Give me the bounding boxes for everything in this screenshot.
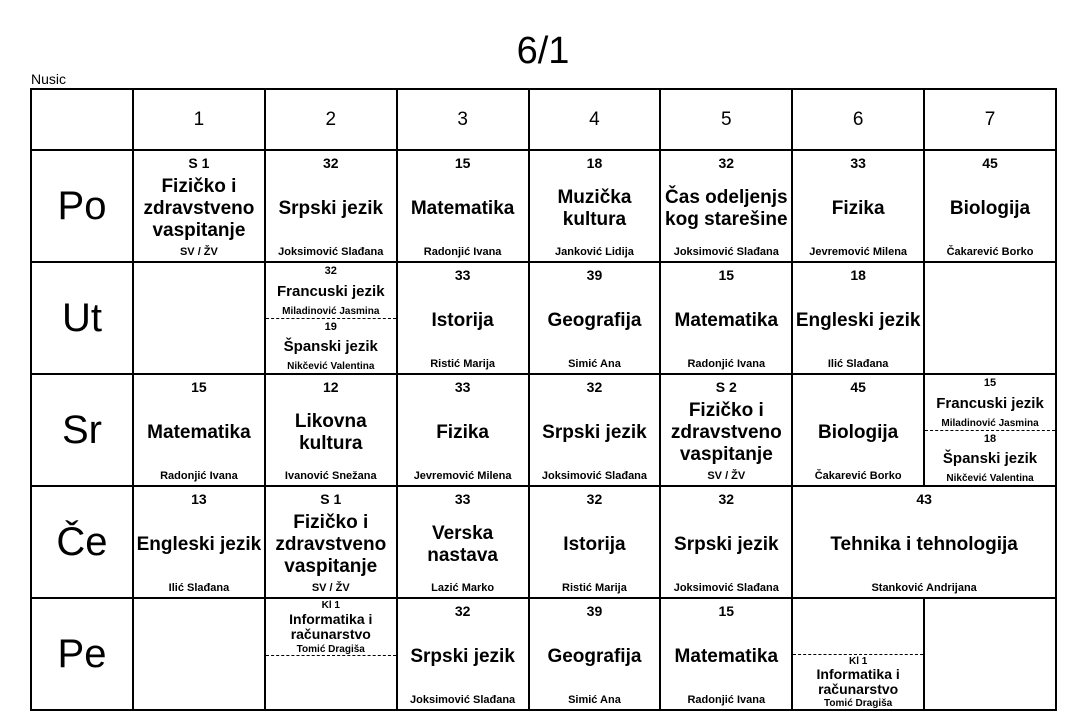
teacher: Joksimović Slađana <box>673 246 779 258</box>
room-number: 15 <box>454 155 471 171</box>
subject: Srpski jezik <box>542 421 647 443</box>
room-number: 18 <box>586 155 603 171</box>
teacher: Joksimović Slađana <box>673 582 779 594</box>
period-header: 3 <box>397 89 529 150</box>
lesson-cell <box>529 598 661 710</box>
day-label: Če <box>31 486 133 598</box>
subject: Čas odeljenjs kog starešine <box>665 186 788 230</box>
lesson-cell <box>529 150 661 262</box>
lesson-cell <box>792 150 924 262</box>
subject: Francuski jezik <box>936 394 1044 412</box>
day-label: Sr <box>31 374 133 486</box>
period-header: 7 <box>924 89 1056 150</box>
subject: Informatika i računarstvo <box>289 611 373 643</box>
day-row-tuesday <box>31 262 1056 374</box>
lesson-cell <box>397 150 529 262</box>
teacher: Joksimović Slađana <box>410 694 516 706</box>
subject: Likovna kultura <box>294 410 367 454</box>
subject: Muzička kultura <box>557 186 632 230</box>
lesson-cell-double <box>792 486 1056 598</box>
subject: Srpski jezik <box>278 197 384 219</box>
subject: Srpski jezik <box>674 533 779 555</box>
subject: Fizičko i zdravstveno vaspitanje <box>143 175 255 241</box>
lesson-cell-split <box>792 598 924 710</box>
subject: Fizika <box>436 421 490 443</box>
subject: Biologija <box>949 197 1031 219</box>
period-header: 4 <box>529 89 661 150</box>
room-number: 18 <box>850 267 866 283</box>
teacher: Radonjić Ivana <box>687 358 766 370</box>
day-label: Pe <box>31 598 133 710</box>
subject: Matematika <box>147 421 251 443</box>
room-number: Kl 1 <box>321 600 340 611</box>
subject: Geografija <box>547 309 642 331</box>
lesson-cell <box>133 486 265 598</box>
room-number: 32 <box>324 265 337 277</box>
subject: Tehnika i tehnologija <box>830 533 1018 555</box>
room-number: 19 <box>324 320 337 333</box>
teacher: Simić Ana <box>568 694 621 706</box>
lesson-cell <box>529 262 661 374</box>
empty-cell <box>924 598 1056 710</box>
room-number: 32 <box>454 603 471 619</box>
room-number: 32 <box>718 491 735 507</box>
subject: Geografija <box>547 645 642 667</box>
teacher: Čakarević Borko <box>814 470 902 482</box>
subject: Francuski jezik <box>276 282 385 300</box>
teacher: SV / ŽV <box>707 470 746 482</box>
day-label: Po <box>31 150 133 262</box>
room-number: 39 <box>586 267 603 283</box>
teacher: Joksimović Slađana <box>278 246 384 258</box>
room-number: 33 <box>850 155 866 171</box>
teacher: Radonjić Ivana <box>160 470 238 482</box>
subject: Španski jezik <box>942 450 1038 468</box>
teacher: Miladinović Jasmina <box>282 305 380 317</box>
subject: Matematika <box>674 645 779 667</box>
room-number: 13 <box>191 491 207 507</box>
day-label: Ut <box>31 262 133 374</box>
subject: Matematika <box>410 197 515 219</box>
subject: Informatika i računarstvo <box>816 666 900 698</box>
teacher: Ilić Slađana <box>168 582 230 594</box>
lesson-cell-split <box>265 598 397 710</box>
period-header: 6 <box>792 89 924 150</box>
teacher: Tomić Dragiša <box>296 643 365 655</box>
period-header: 1 <box>133 89 265 150</box>
subject: Biologija <box>818 421 899 443</box>
lesson-cell <box>133 150 265 262</box>
empty-cell <box>133 598 265 710</box>
room-number: Kl 1 <box>848 655 868 667</box>
room-number: 15 <box>983 377 997 389</box>
room-number: 32 <box>586 379 603 395</box>
room-number: S 1 <box>320 491 342 507</box>
empty-cell <box>924 262 1056 374</box>
lesson-cell <box>660 150 792 262</box>
room-number: 12 <box>322 379 339 395</box>
lesson-cell <box>265 486 397 598</box>
lesson-cell <box>660 486 792 598</box>
day-row-wednesday <box>31 374 1056 486</box>
teacher: Simić Ana <box>568 358 621 370</box>
lesson-cell <box>265 374 397 486</box>
room-number: 15 <box>718 603 735 619</box>
room-number: S 1 <box>188 155 210 171</box>
subject: Verska nastava <box>427 522 498 566</box>
subject: Španski jezik <box>283 338 378 356</box>
corner-cell <box>31 89 133 150</box>
room-number: 15 <box>191 379 207 395</box>
lesson-cell <box>397 486 529 598</box>
teacher: Tomić Dragiša <box>824 698 893 709</box>
lesson-cell <box>660 262 792 374</box>
room-number: 45 <box>850 379 866 395</box>
lesson-cell <box>397 374 529 486</box>
room-number: 15 <box>718 267 735 283</box>
room-number: 18 <box>983 432 997 445</box>
teacher: Janković Lidija <box>555 246 634 258</box>
subject: Istorija <box>431 309 494 331</box>
lesson-cell <box>529 374 661 486</box>
subject: Matematika <box>674 309 779 331</box>
room-number: 39 <box>586 603 603 619</box>
teacher: SV / ŽV <box>311 582 350 594</box>
teacher: Miladinović Jasmina <box>941 417 1039 429</box>
subject: Engleski jezik <box>136 533 262 555</box>
lesson-cell <box>792 374 924 486</box>
room-number: 32 <box>718 155 735 171</box>
subject: Istorija <box>563 533 626 555</box>
teacher: Ristić Marija <box>430 358 496 370</box>
timetable <box>30 88 1057 711</box>
teacher: Nikčević Valentina <box>946 473 1034 484</box>
teacher: SV / ŽV <box>179 246 218 258</box>
lesson-cell <box>133 374 265 486</box>
school-name: Nusic <box>31 71 67 87</box>
lesson-cell-split <box>265 262 397 374</box>
teacher: Nikčević Valentina <box>287 361 375 372</box>
subject: Srpski jezik <box>410 645 515 667</box>
page-title: 6/1 <box>516 30 570 72</box>
period-header-row <box>31 89 1056 150</box>
room-number: 32 <box>322 155 339 171</box>
period-header: 5 <box>660 89 792 150</box>
lesson-cell <box>397 598 529 710</box>
room-number: 33 <box>454 379 471 395</box>
teacher: Joksimović Slađana <box>541 470 648 482</box>
teacher: Radonjić Ivana <box>687 694 766 706</box>
period-header: 2 <box>265 89 397 150</box>
teacher: Stanković Andrijana <box>871 582 977 594</box>
teacher: Ivanović Snežana <box>284 470 377 482</box>
empty-cell <box>133 262 265 374</box>
teacher: Ilić Slađana <box>827 358 889 370</box>
teacher: Jevremović Milena <box>413 470 512 482</box>
subject: Engleski jezik <box>795 309 921 331</box>
day-row-friday <box>31 598 1056 710</box>
subject: Fizičko i zdravstveno vaspitanje <box>275 511 387 577</box>
teacher: Ristić Marija <box>562 582 627 594</box>
teacher: Jevremović Milena <box>809 246 908 258</box>
day-row-thursday <box>31 486 1056 598</box>
lesson-cell <box>792 262 924 374</box>
day-row-monday <box>31 150 1056 262</box>
lesson-cell <box>660 374 792 486</box>
lesson-cell <box>660 598 792 710</box>
room-number: 32 <box>586 491 603 507</box>
teacher: Lazić Marko <box>431 582 495 594</box>
room-number: 33 <box>454 267 471 283</box>
subject: Fizika <box>831 197 885 219</box>
lesson-cell <box>397 262 529 374</box>
teacher: Čakarević Borko <box>946 246 1034 258</box>
lesson-cell-split <box>924 374 1056 486</box>
room-number: 33 <box>454 491 471 507</box>
lesson-cell <box>924 150 1056 262</box>
room-number: S 2 <box>715 379 737 395</box>
lesson-cell <box>529 486 661 598</box>
room-number: 43 <box>916 491 932 507</box>
lesson-cell <box>265 150 397 262</box>
room-number: 45 <box>982 155 998 171</box>
teacher: Radonjić Ivana <box>423 246 502 258</box>
subject: Fizičko i zdravstveno vaspitanje <box>670 399 782 465</box>
